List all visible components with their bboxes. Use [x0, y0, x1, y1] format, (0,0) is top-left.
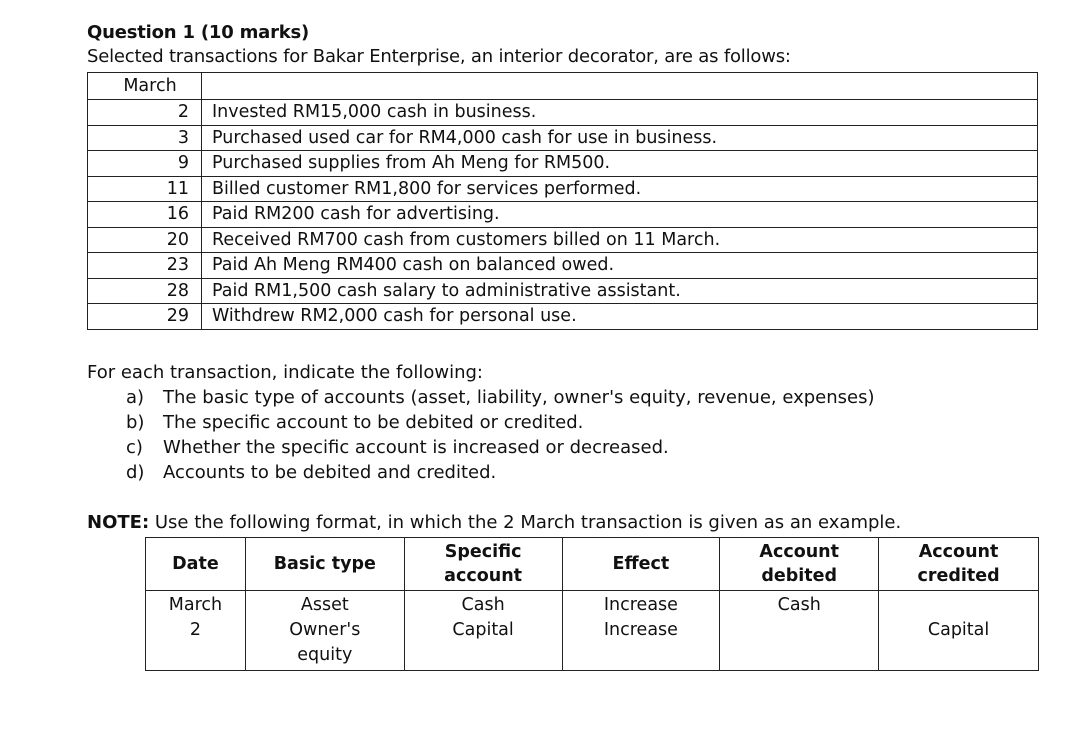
list-item-text: The basic type of accounts (asset, liability, owner's equity, revenue, expenses) — [163, 387, 875, 408]
list-marker: c) — [126, 437, 143, 458]
list-item — [126, 461, 875, 486]
transaction-description: Purchased supplies from Ah Meng for RM500. — [202, 151, 1038, 177]
transaction-description: Paid RM200 cash for advertising. — [202, 202, 1038, 228]
instructions-list — [126, 386, 875, 486]
transaction-day: 28 — [88, 278, 202, 304]
specific-account-cell: Cash — [404, 591, 562, 619]
transaction-day: 23 — [88, 253, 202, 279]
transaction-description: Billed customer RM1,800 for services performed. — [202, 176, 1038, 202]
header-line: credited — [917, 566, 1000, 586]
transaction-description: Withdrew RM2,000 cash for personal use. — [202, 304, 1038, 330]
table-row — [146, 591, 1039, 619]
instructions-lead: For each transaction, indicate the following: — [87, 362, 483, 383]
header-line: debited — [761, 566, 838, 586]
account-debited-cell: Cash — [720, 591, 879, 619]
transaction-day: 29 — [88, 304, 202, 330]
date-cell: March — [146, 591, 246, 619]
transaction-day: 9 — [88, 151, 202, 177]
table-row — [88, 100, 1038, 126]
note-text: Use the following format, in which the 2 March transaction is given as an example. — [149, 512, 902, 533]
specific-account-header — [404, 538, 562, 591]
transaction-day: 2 — [88, 100, 202, 126]
header-line: account — [444, 566, 523, 586]
table-header-row — [88, 73, 1038, 100]
effect-cell: Increase — [562, 591, 720, 619]
specific-account-cell: Capital — [404, 618, 562, 671]
account-credited-cell: Capital — [879, 618, 1039, 671]
effect-cell: Increase — [562, 618, 720, 671]
account-credited-cell — [879, 591, 1039, 619]
question-intro: Selected transactions for Bakar Enterprise, an interior decorator, are as follows: — [87, 46, 791, 67]
table-row — [88, 176, 1038, 202]
transaction-day: 11 — [88, 176, 202, 202]
date-header: Date — [146, 538, 246, 591]
table-row — [146, 618, 1039, 671]
table-row — [88, 304, 1038, 330]
table-row — [88, 202, 1038, 228]
header-line: Specific — [444, 542, 522, 562]
effect-header: Effect — [562, 538, 720, 591]
header-line: Account — [759, 542, 840, 562]
description-header — [202, 73, 1038, 100]
transaction-description: Received RM700 cash from customers billed on 11 March. — [202, 227, 1038, 253]
table-header-row — [146, 538, 1039, 591]
example-table — [145, 537, 1039, 671]
table-row — [88, 278, 1038, 304]
list-item — [126, 436, 875, 461]
list-item — [126, 411, 875, 436]
account-debited-header — [720, 538, 879, 591]
account-credited-header — [879, 538, 1039, 591]
question-title: Question 1 (10 marks) — [87, 22, 310, 43]
list-marker: d) — [126, 462, 145, 483]
list-marker: b) — [126, 412, 145, 433]
transaction-description: Purchased used car for RM4,000 cash for use in business. — [202, 125, 1038, 151]
table-row — [88, 253, 1038, 279]
note-label: NOTE: — [87, 512, 150, 533]
transaction-description: Paid RM1,500 cash salary to administrative assistant. — [202, 278, 1038, 304]
cell-line: Owner's — [289, 620, 361, 640]
transaction-description: Invested RM15,000 cash in business. — [202, 100, 1038, 126]
basic-type-cell — [245, 618, 404, 671]
transaction-day: 3 — [88, 125, 202, 151]
list-item-text: Accounts to be debited and credited. — [163, 462, 497, 483]
list-item-text: The specific account to be debited or credited. — [163, 412, 584, 433]
table-row — [88, 151, 1038, 177]
cell-line: equity — [297, 645, 353, 665]
basic-type-cell: Asset — [245, 591, 404, 619]
transactions-table — [87, 72, 1038, 330]
month-header: March — [88, 73, 202, 100]
transaction-day: 16 — [88, 202, 202, 228]
list-item-text: Whether the specific account is increased or decreased. — [163, 437, 669, 458]
date-cell: 2 — [146, 618, 246, 671]
table-row — [88, 227, 1038, 253]
list-marker: a) — [126, 387, 145, 408]
table-row — [88, 125, 1038, 151]
account-debited-cell — [720, 618, 879, 671]
list-item — [126, 386, 875, 411]
basic-type-header: Basic type — [245, 538, 404, 591]
header-line: Account — [918, 542, 999, 562]
transaction-description: Paid Ah Meng RM400 cash on balanced owed. — [202, 253, 1038, 279]
note — [87, 512, 901, 533]
transaction-day: 20 — [88, 227, 202, 253]
